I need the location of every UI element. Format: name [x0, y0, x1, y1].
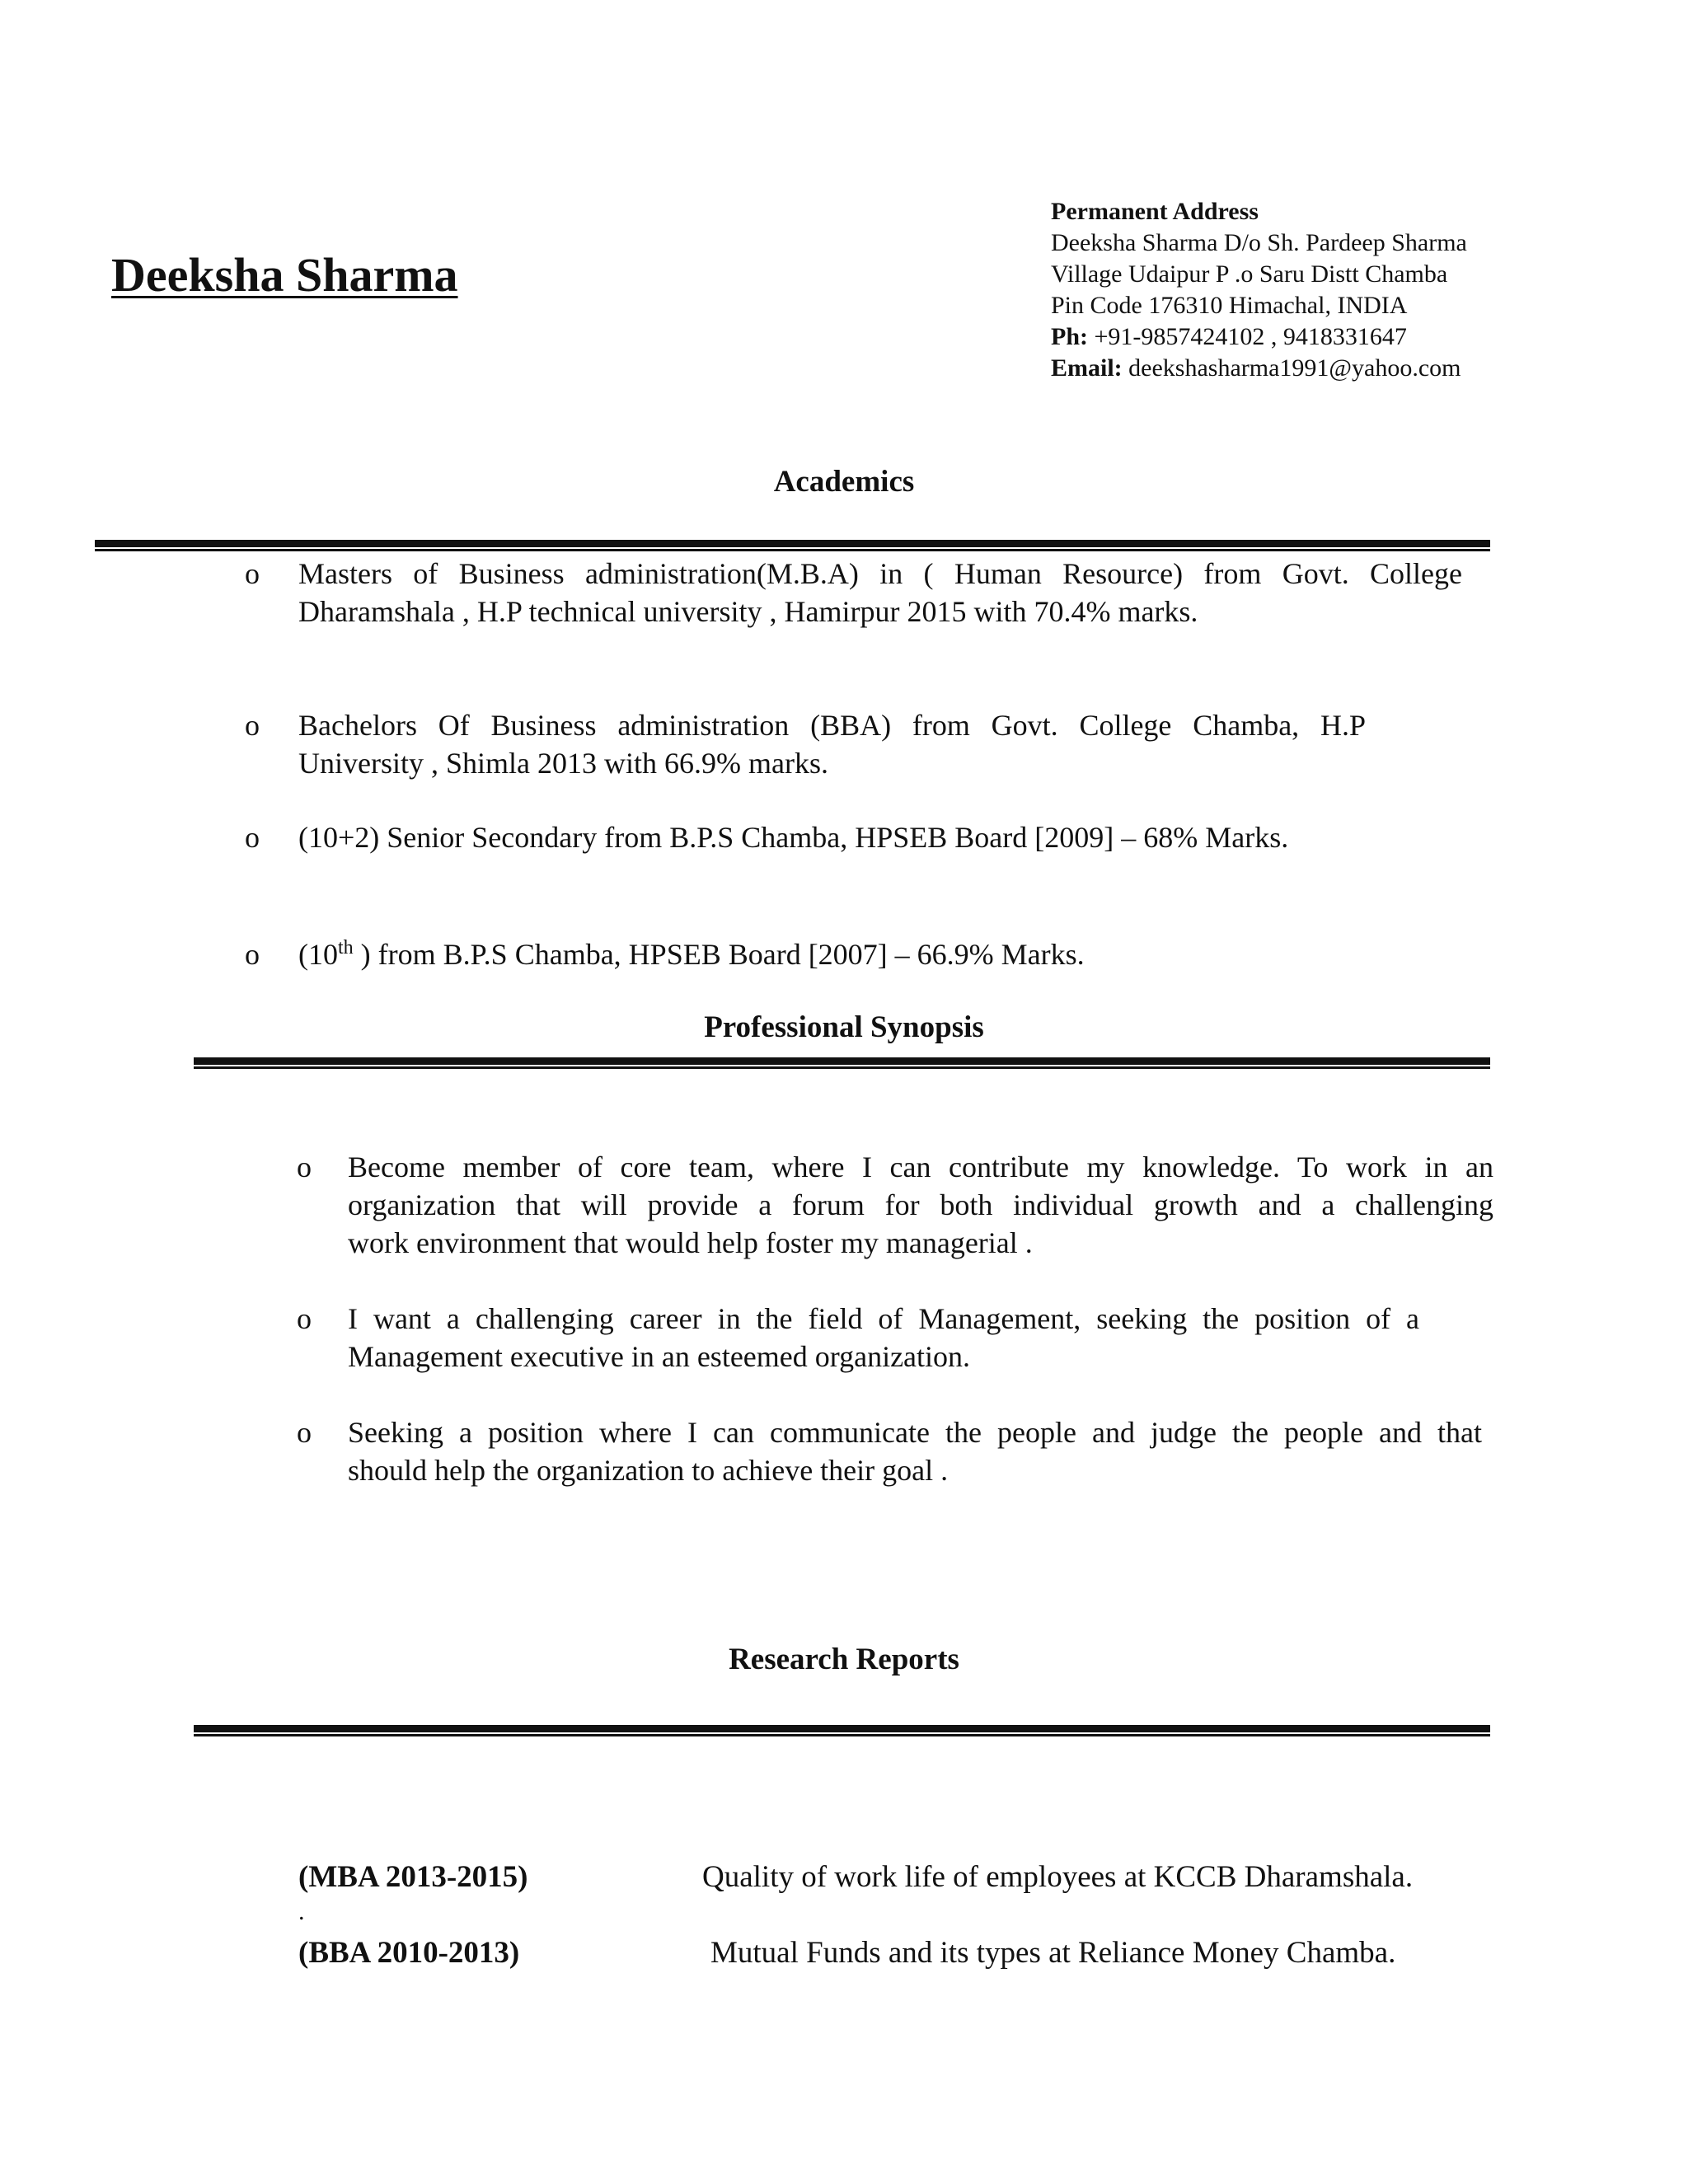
academic-item-line: Bachelors Of Business administration (BBA) from Govt. College Chamba, H.P [298, 709, 1366, 742]
email-line [1051, 353, 1467, 384]
academic-item-12th [298, 818, 1288, 856]
rule-thick [194, 1725, 1490, 1732]
address-block [1051, 196, 1467, 384]
report-separator: . [298, 1898, 305, 1925]
academic-item-mba [298, 555, 1462, 630]
address-line-3: Pin Code 176310 Himachal, INDIA [1051, 292, 1408, 319]
academic-item-line [298, 935, 1085, 973]
item-suffix: ) from B.P.S Chamba, HPSEB Board [2007] – 66.9% Marks. [353, 938, 1085, 971]
synopsis-rule [194, 1057, 1490, 1069]
synopsis-item-line: work environment that would help foster my managerial . [348, 1226, 1033, 1259]
email-label: Email: [1051, 354, 1123, 382]
academic-item-10th [298, 935, 1085, 973]
synopsis-item-line: Management executive in an esteemed organization. [348, 1340, 971, 1373]
research-heading: Research Reports [729, 1643, 959, 1676]
report-label-mba: (MBA 2013-2015) [298, 1860, 528, 1894]
rule-thin [95, 549, 1490, 551]
report-title-mba: Quality of work life of employees at KCCB Dharamshala. [702, 1860, 1414, 1894]
synopsis-item-3 [348, 1413, 1482, 1489]
item-prefix: (10 [298, 938, 338, 971]
academics-rule [95, 540, 1490, 551]
rule-thin [194, 1066, 1490, 1069]
email-value: deekshasharma1991@yahoo.com [1122, 354, 1461, 382]
bullet: o [297, 1416, 312, 1449]
bullet: o [245, 821, 260, 854]
academic-item-line: Masters of Business administration(M.B.A) in ( Human Resource) from Govt. College [298, 557, 1462, 590]
academic-item-bba [298, 706, 1366, 782]
synopsis-heading: Professional Synopsis [704, 1010, 984, 1044]
phone-label: Ph: [1051, 323, 1088, 350]
address-title: Permanent Address [1051, 198, 1259, 225]
synopsis-item-1 [348, 1148, 1493, 1262]
rule-thick [194, 1057, 1490, 1065]
bullet: o [245, 938, 260, 971]
report-title-bba: Mutual Funds and its types at Reliance Money Chamba. [710, 1936, 1396, 1970]
synopsis-item-line: Seeking a position where I can communicate the people and judge the people and that [348, 1416, 1482, 1449]
address-line-2: Village Udaipur P .o Saru Distt Chamba [1051, 260, 1448, 288]
synopsis-item-line: I want a challenging career in the field of Management, seeking the position of a [348, 1302, 1419, 1335]
research-rule [194, 1725, 1490, 1736]
bullet: o [297, 1151, 312, 1183]
academics-heading: Academics [773, 465, 915, 499]
rule-thin [194, 1734, 1490, 1736]
academic-item-line: University , Shimla 2013 with 66.9% marks. [298, 747, 828, 780]
superscript-th: th [338, 937, 354, 958]
bullet: o [245, 709, 260, 742]
synopsis-item-2 [348, 1300, 1419, 1376]
phone-line [1051, 321, 1467, 353]
address-line-1: Deeksha Sharma D/o Sh. Pardeep Sharma [1051, 229, 1467, 256]
academic-item-line: Dharamshala , H.P technical university , Hamirpur 2015 with 70.4% marks. [298, 595, 1198, 628]
academic-item-line: (10+2) Senior Secondary from B.P.S Chamba, HPSEB Board [2009] – 68% Marks. [298, 821, 1289, 854]
bullet: o [245, 557, 260, 590]
synopsis-item-line: Become member of core team, where I can contribute my knowledge. To work in an [348, 1151, 1493, 1183]
candidate-name: Deeksha Sharma [111, 248, 458, 302]
bullet: o [297, 1302, 312, 1335]
synopsis-item-line: organization that will provide a forum for both individual growth and a challenging [348, 1188, 1493, 1221]
report-label-bba: (BBA 2010-2013) [298, 1936, 520, 1970]
rule-thick [95, 540, 1490, 547]
phone-value: +91-9857424102 , 9418331647 [1088, 323, 1407, 350]
synopsis-item-line: should help the organization to achieve their goal . [348, 1454, 949, 1487]
